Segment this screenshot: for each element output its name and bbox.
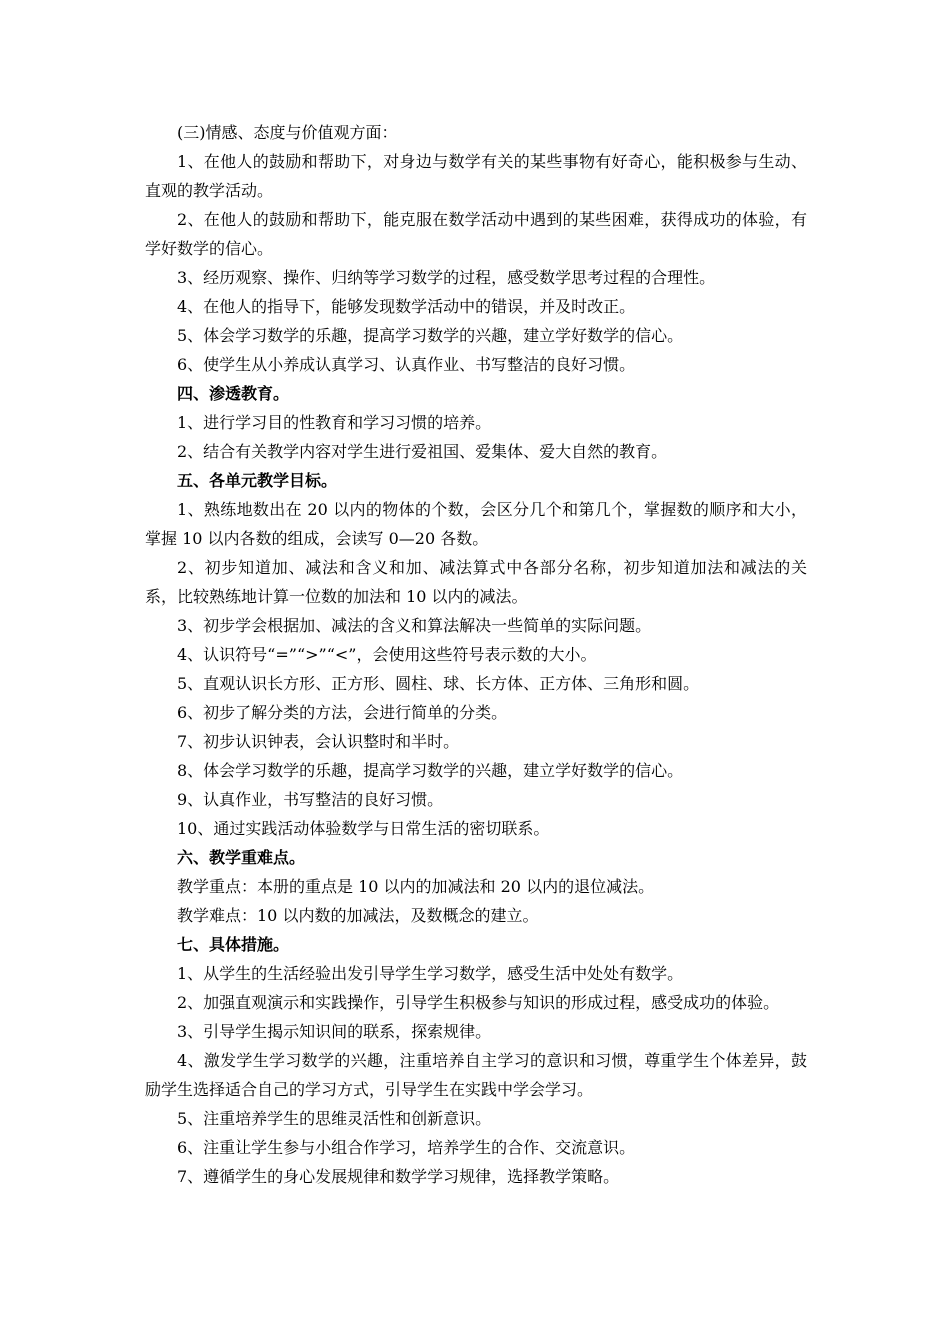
paragraph: 1、从学生的生活经验出发引导学生学习数学，感受生活中处处有数学。 — [177, 964, 684, 983]
section-heading: 七、具体措施。 — [177, 935, 290, 954]
section-heading: 四、渗透教育。 — [177, 384, 290, 403]
paragraph: 2、加强直观演示和实践操作，引导学生积极参与知识的形成过程，感受成功的体验。 — [177, 993, 780, 1012]
paragraph: 1、在他人的鼓励和帮助下，对身边与数学有关的某些事物有好奇心，能积极参与生动、直观的教学活动。 — [145, 152, 807, 200]
paragraph: 7、遵循学生的身心发展规律和数学学习规律，选择教学策略。 — [177, 1167, 620, 1186]
paragraph: 4、认识符号“=”“>”“<”，会使用这些符号表示数的大小。 — [177, 645, 597, 664]
paragraph: 9、认真作业，书写整洁的良好习惯。 — [177, 790, 444, 809]
paragraph: 6、初步了解分类的方法，会进行简单的分类。 — [177, 703, 508, 722]
paragraph: 2、在他人的鼓励和帮助下，能克服在数学活动中遇到的某些困难，获得成功的体验，有学好数学的信心。 — [145, 210, 807, 258]
paragraph: 教学难点：10 以内数的加减法，及数概念的建立。 — [177, 906, 539, 925]
paragraph: 10、通过实践活动体验数学与日常生活的密切联系。 — [177, 819, 550, 838]
paragraph: 1、熟练地数出在 20 以内的物体的个数，会区分几个和第几个，掌握数的顺序和大小，掌握 10 以内各数的组成，会读写 0—20 各数。 — [145, 500, 807, 548]
paragraph: 教学重点：本册的重点是 10 以内的加减法和 20 以内的退位减法。 — [177, 877, 655, 896]
paragraph: (三)情感、态度与价值观方面： — [177, 123, 398, 142]
document-page — [145, 118, 807, 1191]
paragraph: 5、体会学习数学的乐趣，提高学习数学的兴趣，建立学好数学的信心。 — [177, 326, 684, 345]
paragraph: 5、注重培养学生的思维灵活性和创新意识。 — [177, 1109, 492, 1128]
paragraph: 5、直观认识长方形、正方形、圆柱、球、长方体、正方体、三角形和圆。 — [177, 674, 700, 693]
section-heading: 六、教学重难点。 — [177, 848, 306, 867]
paragraph: 2、初步知道加、减法和含义和加、减法算式中各部分名称，初步知道加法和减法的关系，比较熟练地计算一位数的加法和 10 以内的减法。 — [145, 558, 807, 606]
paragraph: 1、进行学习目的性教育和学习习惯的培养。 — [177, 413, 492, 432]
paragraph: 6、使学生从小养成认真学习、认真作业、书写整洁的良好习惯。 — [177, 355, 636, 374]
paragraph: 3、经历观察、操作、归纳等学习数学的过程，感受数学思考过程的合理性。 — [177, 268, 716, 287]
paragraph: 6、注重让学生参与小组合作学习，培养学生的合作、交流意识。 — [177, 1138, 636, 1157]
paragraph: 2、结合有关教学内容对学生进行爱祖国、爱集体、爱大自然的教育。 — [177, 442, 668, 461]
paragraph: 8、体会学习数学的乐趣，提高学习数学的兴趣，建立学好数学的信心。 — [177, 761, 684, 780]
paragraph: 4、激发学生学习数学的兴趣，注重培养自主学习的意识和习惯，尊重学生个体差异，鼓励学生选择适合自己的学习方式，引导学生在实践中学会学习。 — [145, 1051, 807, 1099]
paragraph: 7、初步认识钟表，会认识整时和半时。 — [177, 732, 460, 751]
section-heading: 五、各单元教学目标。 — [177, 471, 338, 490]
paragraph: 3、初步学会根据加、减法的含义和算法解决一些简单的实际问题。 — [177, 616, 652, 635]
paragraph: 3、引导学生揭示知识间的联系，探索规律。 — [177, 1022, 492, 1041]
paragraph: 4、在他人的指导下，能够发现数学活动中的错误，并及时改正。 — [177, 297, 636, 316]
